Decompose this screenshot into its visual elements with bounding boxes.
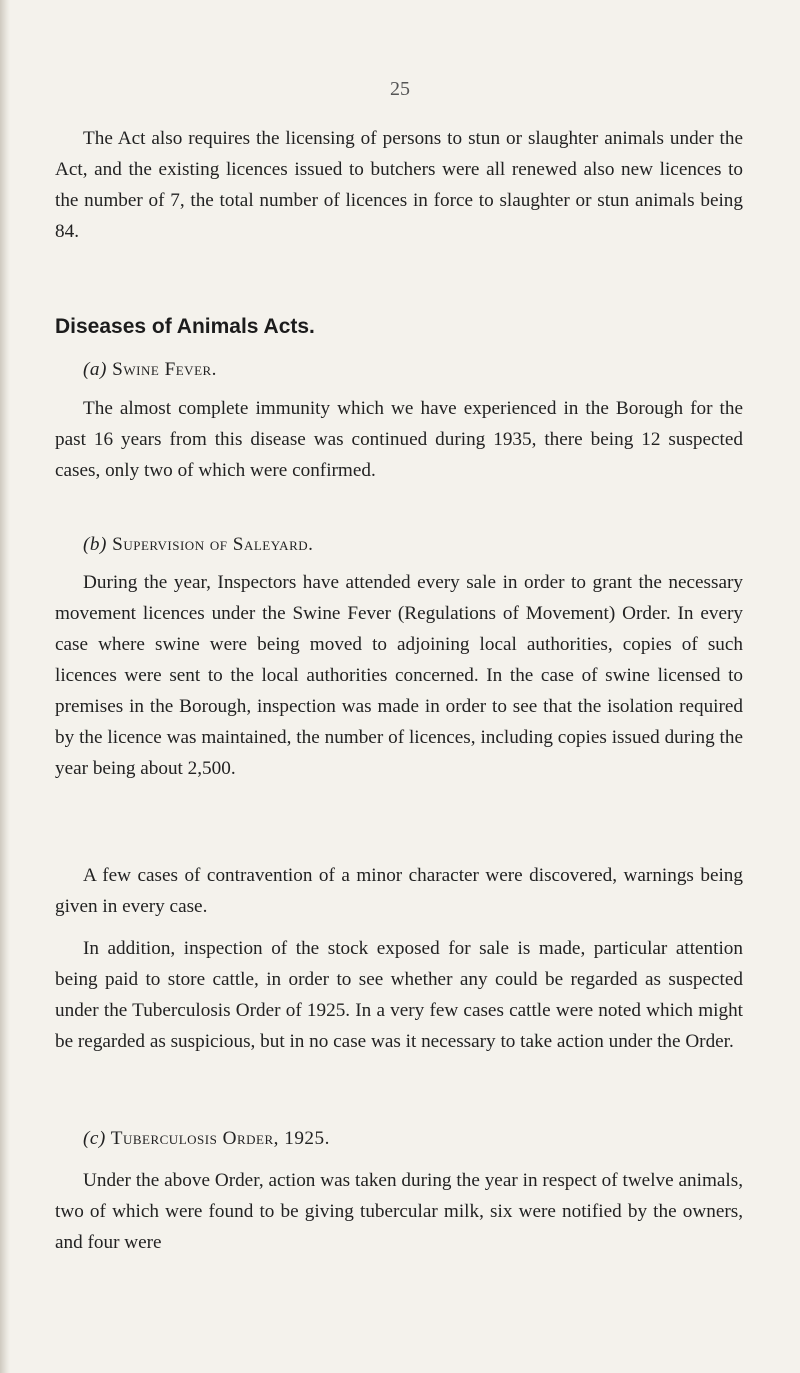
subheading-title: Supervision of Saleyard. <box>112 534 314 555</box>
subheading-tuberculosis <box>83 1128 330 1150</box>
subheading-swine-fever <box>83 359 217 381</box>
saleyard-paragraph-1: During the year, Inspectors have attended every sale in order to grant the necessary movement licences under the Swine Fever (Regulations of Movement) Order. In every case where swine were being moved to adjoining local authorities, copies of such licences were sent to the local authorities concerned. In the case of swine licensed to premises in the Borough, inspection was made in order to see that the isolation required by the licence was maintained, the number of licences, including copies issued during the year being about 2,500. <box>55 572 743 779</box>
subheading-title: Swine Fever. <box>112 359 217 380</box>
intro-paragraph: The Act also requires the licensing of persons to stun or slaughter animals under the Act, and the existing licences issued to butchers were all renewed also new licences to the number of 7, the total number of licences in force to slaughter or stun animals being 84. <box>55 128 743 242</box>
swine-fever-paragraph: The almost complete immunity which we have experienced in the Borough for the past 16 years from this disease was continued during 1935, there being 12 suspected cases, only two of which were confirmed. <box>55 398 743 481</box>
subheading-letter: (a) <box>83 359 107 380</box>
section-heading: Diseases of Animals Acts. <box>55 315 315 338</box>
saleyard-paragraph-2: A few cases of contravention of a minor character were discovered, warnings being given in every case. <box>55 865 743 917</box>
subheading-saleyard <box>83 534 313 556</box>
tuberculosis-paragraph: Under the above Order, action was taken during the year in respect of twelve animals, two of which were found to be giving tubercular milk, six were notified by the owners, and four were <box>55 1170 743 1253</box>
page-number: 25 <box>390 78 410 100</box>
subheading-letter: (c) <box>83 1128 106 1149</box>
subheading-title: Tuberculosis Order, 1925. <box>110 1128 330 1149</box>
binding-edge <box>0 0 10 1373</box>
subheading-letter: (b) <box>83 534 107 555</box>
saleyard-paragraph-3: In addition, inspection of the stock exposed for sale is made, particular attention being paid to store cattle, in order to see whether any could be regarded as suspected under the Tuberculosis Order of 1925. In a very few cases cattle were noted which might be regarded as suspicious, but in no case was it necessary to take action under the Order. <box>55 938 743 1052</box>
